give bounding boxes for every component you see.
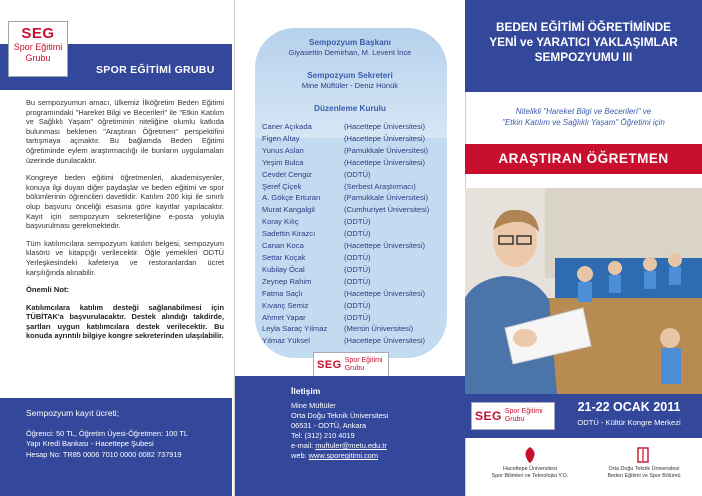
member-name: Figen Altay [262,133,300,143]
intro-paragraph: Kongreye beden eğitimi öğretmenleri, akademisyenler, konuya ilgi duyan diğer paydaşlar ve beden eğitimi ve spor bölümlerinin öğrencileri davetlidir. Katılım 200 kişi ile sınırlı olup başvuru önceliği esasına göre kayıtlar yapılacaktır. Kayıt için sempozyum sekreterliğine e-posta yoluyla başvurulması gerekmektedir. [26,173,224,231]
group-title: SPOR EĞİTİMİ GRUBU [96,64,215,76]
committee-member [262,181,457,193]
member-name: A. Gökçe Erturan [262,193,321,203]
contact-section [235,376,465,496]
web-label: web: [291,451,309,461]
committee-member [262,252,457,264]
committee-member [262,145,457,157]
member-affiliation: (ODTÜ) [344,300,371,310]
committee-member [262,169,457,181]
member-name: Cevdet Cengiz [262,169,312,179]
committee-member [262,157,457,169]
committee-member [262,264,457,276]
metu-label: Orta Doğu Teknik Üniversitesi Beden Eğitimi ve Spor Bölümü [607,466,681,479]
hacettepe-label: Hacettepe Üniversitesi Spor Bilimleri ve Teknolojisi Y.O. [491,466,569,479]
member-name: Şeref Çiçek [262,181,302,191]
committee-member [262,335,457,347]
fee-title: Sempozyum kayıt ücreti; [26,408,120,418]
metu-emblem-icon [636,446,650,464]
member-name: Kıvanç Semiz [262,300,309,310]
left-panel [0,0,232,496]
member-affiliation: (Cumhuriyet Üniversitesi) [344,205,430,215]
member-name: Canan Koca [262,241,304,251]
member-name: Ahmet Yapar [262,312,306,322]
right-panel [465,0,702,496]
committee-member [262,312,457,324]
seg-logo: SEG Spor Eğitimi Grubu [471,402,555,430]
teacher-photo-illustration [465,188,702,394]
intro-paragraph: Bu sempozyumun amacı, ülkemiz İlköğretim Beden Eğitimi programındaki "Hareket Bilgi ve Becerileri" ile "Etkin Katılım ve Sağlıklı Yaşam" öğretiminin niteliğine olumlu katkıda bulunması beklenen "Araştıran Öğretmen" perspektifini tartışmaya açmaktır. Bu bağlamda Beden Eğitimi öğretiminde eylem araştırmacılığı ile bunların uygulamaları üzerinde durulacaktır. [26,98,224,165]
committee-list [262,121,457,347]
symposium-title: BEDEN EĞİTİMİ ÖĞRETİMİNDE YENİ ve YARATICI YAKLAŞIMLAR SEMPOZYUMU III [489,20,678,64]
president-names: Giyasettin Demirhan, M. Levent İnce [288,48,412,57]
email-link[interactable]: muftuler@metu.edu.tr [315,441,387,451]
member-name: Zeynep Rahim [262,276,312,286]
event-venue: ODTÜ - Kültür Kongre Merkezi [577,418,681,427]
member-name: Murat Kangalgil [262,205,315,215]
note-title: Önemli Not: [26,285,70,295]
member-name: Yılmaz Yüksel [262,336,310,346]
member-name: Settar Koçak [262,252,306,262]
contact-line: Tel: (312) 210 4019 [291,431,355,441]
member-affiliation: (Hacettepe Üniversitesi) [344,241,426,251]
note-body: Katılımcılara katılım desteği sağlanabilmesi için TÜBİTAK'a başvurulacaktır. Destek alındığı takdirde, şartları uygun katılımcılara destek verilecektir. Bu konuda ayrıntılı bilgiye kongre sekreterinden ulaşılabilir. [26,302,224,341]
contact-line: Orta Doğu Teknik Üniversitesi [291,411,389,421]
committee-title: Düzenleme Kurulu [314,104,386,113]
member-name: Leyla Saraç Yılmaz [262,324,328,334]
committee-member [262,121,457,133]
committee-member [262,133,457,145]
member-affiliation: (ODTÜ) [344,252,371,262]
fee-line: Yapı Kredi Bankası - Hacettepe Şubesi [26,439,154,449]
hacettepe-emblem-icon [523,446,537,464]
member-name: Sadettin Kirazcı [262,229,316,239]
committee-member [262,228,457,240]
committee-member [262,204,457,216]
member-affiliation: (Serbest Araştırmacı) [344,181,416,191]
contact-line: Mine Müftüler [291,401,336,410]
member-affiliation: (Pamukkale Üniversitesi) [344,145,428,155]
intro-paragraph: Tüm katılımcılara sempozyum katılım belgesi, sempozyum klasörü ve kitapçığı verilecektir. Öğle yemekleri ODTÜ Yerleşkesindeki kafeterya ve restoranlardan ücret karşılığında alınabilir. [26,238,224,277]
committee-member [262,288,457,300]
member-affiliation: (ODTÜ) [344,264,371,274]
member-affiliation: (Mersin Üniversitesi) [344,324,414,334]
teacher-photo [465,188,702,394]
member-affiliation: (Hacettepe Üniversitesi) [344,336,426,346]
member-affiliation: (Hacettepe Üniversitesi) [344,133,426,143]
member-affiliation: (ODTÜ) [344,229,371,239]
member-affiliation: (Pamukkale Üniversitesi) [344,193,428,203]
theme-banner: ARAŞTIRAN ÖĞRETMEN [465,144,702,174]
email-label: e-mail: [291,441,316,451]
committee-member [262,192,457,204]
member-affiliation: (Hacettepe Üniversitesi) [344,122,426,131]
member-name: Yeşim Bulca [262,157,304,167]
committee-member [262,276,457,288]
fee-line: Öğrenci: 50 TL, Öğretim Üyesi-Öğretmen: 100 TL [26,429,188,438]
symposium-subtitle: Nitelikli "Hareket Bilgi ve Becerileri" ve "Etkin Katılım ve Sağlıklı Yaşam" Öğretimi için [502,107,665,127]
contact-title: İletişim [291,386,321,396]
committee-member [262,216,457,228]
member-affiliation: (Hacettepe Üniversitesi) [344,157,426,167]
member-affiliation: (ODTÜ) [344,276,371,286]
intro-text [26,98,224,349]
seg-logo: SEG Spor Eğitimi Grubu [313,352,389,378]
contact-line: 06531 - ODTÜ, Ankara [291,421,367,431]
secretary-title: Sempozyum Sekreteri [307,71,393,80]
fee-line: Hesap No: TR85 0006 7010 0000 0082 737919 [26,449,182,459]
middle-panel [234,0,466,496]
member-name: Fatma Saçlı [262,288,303,298]
member-name: Caner Açıkada [262,122,312,131]
member-name: Koray Kılıç [262,217,299,227]
member-affiliation: (ODTÜ) [344,312,371,322]
web-link[interactable]: www.sporegitimi.com [308,451,379,461]
committee-member [262,240,457,252]
event-date: 21-22 OCAK 2011 [577,400,681,414]
fee-section [0,398,232,496]
committee-member [262,323,457,335]
president-title: Sempozyum Başkanı [309,38,391,47]
committee-member [262,300,457,312]
member-affiliation: (ODTÜ) [344,217,371,227]
member-name: Yunus Aslan [262,145,304,155]
member-affiliation: (Hacettepe Üniversitesi) [344,288,426,298]
member-affiliation: (ODTÜ) [344,169,371,179]
seg-logo: SEG Spor Eğitimi Grubu [8,21,68,77]
secretary-names: Mine Müftüler - Deniz Hünük [301,81,399,90]
member-name: Kubilay Öcal [262,264,305,274]
